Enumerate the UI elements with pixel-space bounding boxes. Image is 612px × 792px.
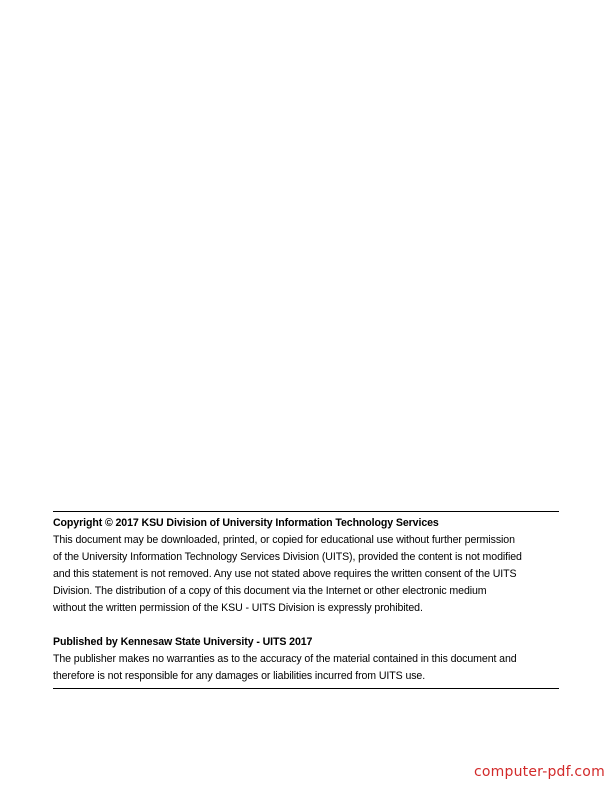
publisher-title: Published by Kennesaw State University - UITS 2017 <box>53 636 313 648</box>
section-spacer <box>53 617 559 634</box>
watermark-text: computer-pdf.com <box>474 764 605 780</box>
copyright-line: and this statement is not removed. Any use not stated above requires the written consent of the UITS <box>53 568 517 580</box>
copyright-line: of the University Information Technology Services Division (UITS), provided the content is not modified <box>53 551 522 563</box>
copyright-line: Division. The distribution of a copy of this document via the Internet or other electronic medium <box>53 585 487 597</box>
publisher-line: The publisher makes no warranties as to the accuracy of the material contained in this document and <box>53 653 517 665</box>
copyright-line: without the written permission of the KSU - UITS Division is expressly prohibited. <box>53 602 423 614</box>
copyright-line: This document may be downloaded, printed, or copied for educational use without further permission <box>53 534 515 546</box>
copyright-notice-block <box>53 511 559 689</box>
copyright-title: Copyright © 2017 KSU Division of University Information Technology Services <box>53 517 439 529</box>
publisher-line: therefore is not responsible for any damages or liabilities incurred from UITS use. <box>53 670 426 682</box>
